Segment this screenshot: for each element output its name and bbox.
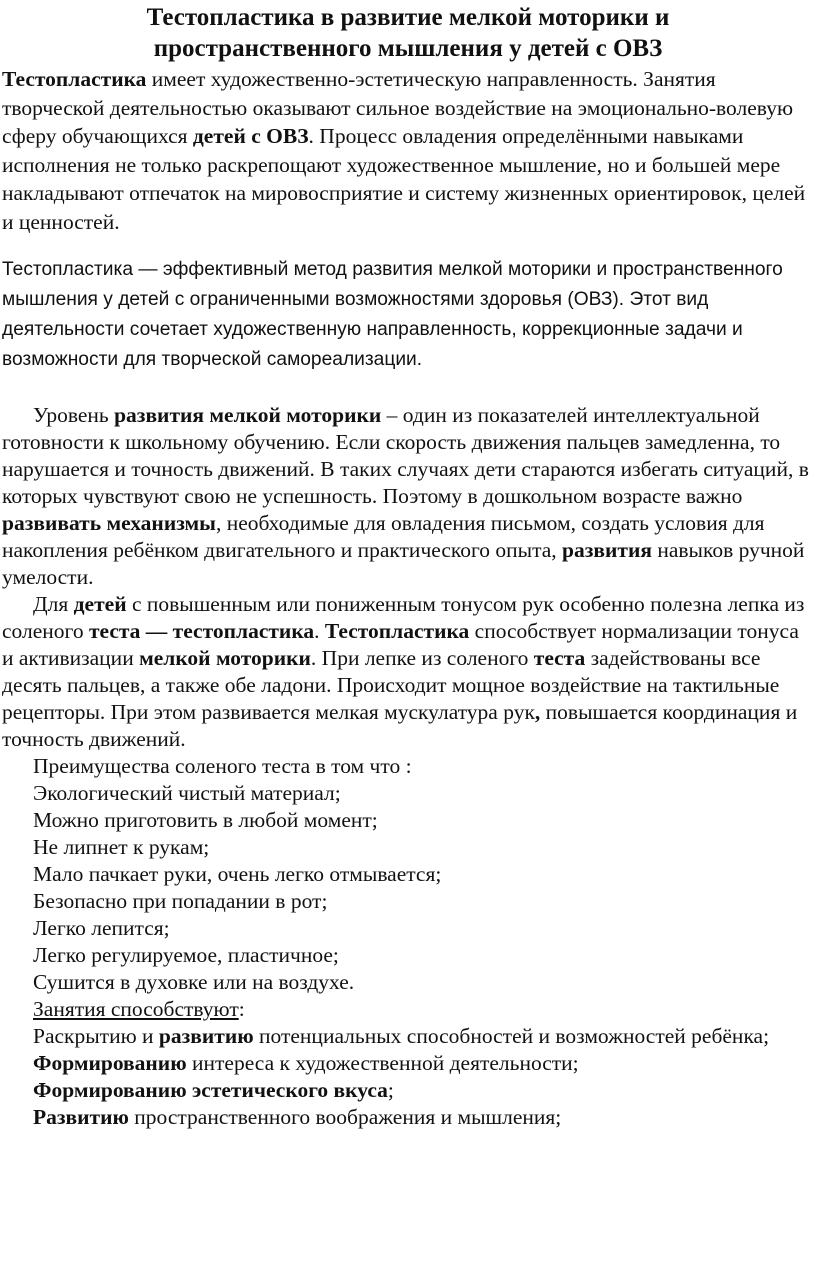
list-item (2, 1050, 814, 1077)
classes-list (2, 996, 814, 1131)
classes-item-3-text: ; (387, 1078, 394, 1102)
advantages-heading: Преимущества соленого теста в том что : (33, 754, 412, 778)
intro-bold-1: детей с ОВЗ (192, 124, 309, 148)
dough-bold-1: детей (73, 592, 127, 616)
classes-item-1-text-2: потенциальных способностей и возможностей ребёнка; (253, 1024, 770, 1048)
classes-heading-colon: : (238, 997, 245, 1021)
list-item (2, 1023, 814, 1050)
intro-text-1: имеет художественно-эстетическую направленность. Занятия творческой деятельностью оказывают сильное воздействие на эмоционально-волевую сферу обучающихся (2, 67, 794, 148)
list-item: Можно приготовить в любой момент; (33, 808, 378, 832)
dough-bold-6: , (534, 700, 541, 724)
motor-level-paragraph (2, 402, 814, 591)
list-item: Сушится в духовке или на воздухе. (33, 970, 355, 994)
dough-paragraph (2, 591, 814, 753)
classes-item-2-text: интереса к художественной деятельности; (186, 1051, 579, 1075)
list-item: Экологический чистый материал; (33, 781, 341, 805)
intro-text-2: . Процесс овладения определёнными навыками исполнения не только раскрепощают художественное мышление, но и большей мере накладывают отпечаток на мировосприятие и систему жизненных ориентировок, целей и ценностей. (2, 124, 806, 234)
dough-bold-4: мелкой моторики (139, 646, 311, 670)
classes-item-4-bold: Развитию (33, 1105, 129, 1129)
level-text-1: Уровень (33, 403, 115, 427)
classes-item-1-bold: развитию (158, 1024, 254, 1048)
advantages-list (2, 753, 814, 996)
classes-item-1-text: Раскрытию и (33, 1024, 159, 1048)
level-text-3: , необходимые для овладения письмом, создать условия для накопления ребёнком двигательного и практического опыта, (2, 511, 765, 562)
dough-bold-2: теста — тестопластика (88, 619, 315, 643)
classes-item-4-text: пространственного воображения и мышления; (128, 1105, 562, 1129)
level-text-4: навыков ручной умелости. (2, 538, 805, 589)
level-bold-1: развития мелкой моторики (114, 403, 382, 427)
dough-text-3: . (314, 619, 325, 643)
classes-item-3-bold: Формированию эстетического вкуса (33, 1078, 388, 1102)
title-line-2: пространственного мышления у детей с ОВЗ (153, 35, 663, 62)
list-item: Не липнет к рукам; (33, 835, 210, 859)
document-title (2, 2, 814, 64)
list-item: Легко регулируемое, пластичное; (33, 943, 339, 967)
list-item (2, 1077, 814, 1104)
intro-paragraph (2, 65, 814, 236)
level-text-2: – один из показателей интеллектуальной готовности к школьному обучению. Если скорость движения пальцев замедленна, то нарушается и точность движений. В таких случаях дети стараются избегать ситуаций, в которых чувствуют свою не успешность. Поэтому в дошкольном возрасте важно (2, 403, 809, 508)
dough-text-2: с повышенным или пониженным тонусом рук особенно полезна лепка из соленого (2, 592, 805, 643)
dough-text-4: способствует нормализации тонуса и активизации (2, 619, 799, 670)
dough-text-7: повышается координация и точность движений. (2, 700, 798, 751)
summary-paragraph: Тестопластика — эффективный метод развития мелкой моторики и пространственного мышления у детей с ограниченными возможностями здоровья (ОВЗ). Этот вид деятельности сочетает художественную направленность, коррекционные задачи и возможности для творческой самореализации. (2, 259, 783, 370)
classes-heading (2, 996, 814, 1023)
dough-bold-5: теста (533, 646, 586, 670)
classes-item-2-bold: Формированию (33, 1051, 187, 1075)
level-bold-2: развивать механизмы (2, 511, 216, 535)
dough-bold-3: Тестопластика (324, 619, 470, 643)
list-item: Мало пачкает руки, очень легко отмывается; (33, 862, 442, 886)
list-item: Безопасно при попадании в рот; (33, 889, 328, 913)
dough-text-6: задействованы все десять пальцев, а также обе ладони. Происходит мощное воздействие на тактильные рецепторы. При этом развивается мелкая мускулатура рук (2, 646, 780, 724)
intro-term: Тестопластика (2, 67, 147, 91)
list-item: Легко лепится; (33, 916, 170, 940)
dough-text-1: Для (33, 592, 74, 616)
classes-heading-text: Занятия способствуют (33, 997, 239, 1021)
title-line-1: Тестопластика в развитие мелкой моторики и (146, 4, 670, 31)
list-item (2, 1104, 814, 1131)
dough-text-5: . При лепке из соленого (310, 646, 534, 670)
level-bold-3: развития (562, 538, 652, 562)
